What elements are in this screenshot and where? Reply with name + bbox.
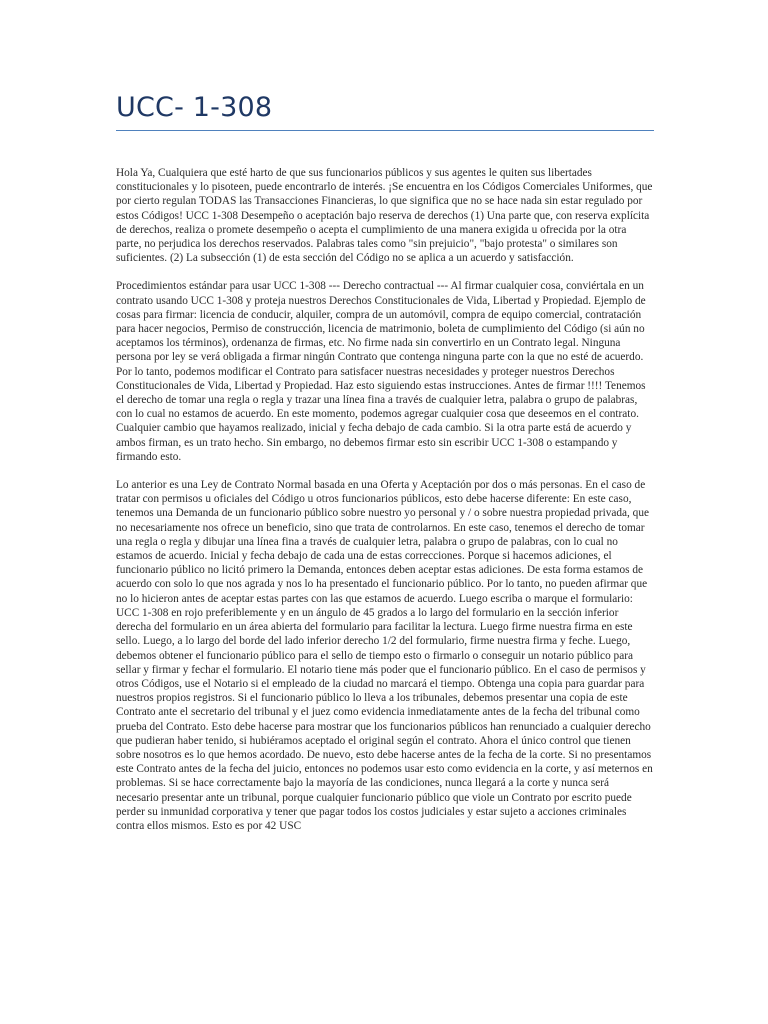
title-divider [116,130,654,131]
paragraph-2: Procedimientos estándar para usar UCC 1-308 --- Derecho contractual --- Al firmar cualquier cosa, conviértala en un contrato usando UCC 1-308 y proteja nuestros Derechos Constitucionales de Vida, Libertad y Propiedad. Ejemplo de cosas para firmar: licencia de conducir, alquiler, compra de un automóvil, compra de equipo comercial, contratación para hacer negocios, Permiso de construcción, licencia de matrimonio, boleta de cumplimiento del Código (si aún no aceptamos los términos), ordenanza de firmas, etc. No firme nada sin convertirlo en un Contrato legal. Ninguna persona por ley se verá obligada a firmar ningún Contrato que contenga ninguna parte con la que no esté de acuerdo. Por lo tanto, podemos modificar el Contrato para satisfacer nuestras necesidades y proteger nuestros Derechos Constitucionales de Vida, Libertad y Propiedad. Haz esto siguiendo estas instrucciones. Antes de firmar !!!! Tenemos el derecho de tomar una regla o regla y trazar una línea fina a través de cualquier letra, palabra o grupo de palabras, con lo cual no estamos de acuerdo. En este momento, podemos agregar cualquier cosa que deseemos en el contrato. Cualquier cambio que hayamos realizado, inicial y fecha debajo de cada cambio. Si la otra parte está de acuerdo y ambos firman, es un trato hecho. Sin embargo, no debemos firmar esto sin escribir UCC 1-308 o estampando y firmando esto. [116,280,646,463]
document-title: UCC- 1-308 [116,92,273,123]
document-body [116,166,654,847]
paragraph-1: Hola Ya, Cualquiera que esté harto de que sus funcionarios públicos y sus agentes le quiten sus libertades constitucionales y lo pisoteen, puede encontrarlo de interés. ¡Se encuentra en los Códigos Comerciales Uniformes, que por cierto regulan TODAS las Transacciones Financieras, lo que significa que no se hace nada sin estar regulado por estos Códigos! UCC 1-308 Desempeño o aceptación bajo reserva de derechos (1) Una parte que, con reserva explícita de derechos, realiza o promete desempeño o acepta el cumplimiento de una manera exigida u ofrecida por la otra parte, no perjudica los derechos reservados. Palabras tales como "sin prejuicio", "bajo protesta" o similares son suficientes. (2) La subsección (1) de esta sección del Código no se aplica a un acuerdo y satisfacción. [116,167,653,265]
paragraph-3: Lo anterior es una Ley de Contrato Normal basada en una Oferta y Aceptación por dos o más personas. En el caso de tratar con permisos u oficiales del Código u otros funcionarios públicos, esto debe hacerse diferente: En este caso, tenemos una Demanda de un funcionario público sobre nuestro yo personal y / o sobre nuestra propiedad privada, que no necesariamente nos ofrece un beneficio, sino que trata de controlarnos. En este caso, tenemos el derecho de tomar una regla o regla y dibujar una línea fina a través de cualquier letra, palabra o grupo de palabras, con lo cual no estamos de acuerdo. Inicial y fecha debajo de cada una de estas correcciones. Porque si hacemos adiciones, el funcionario público no licitó primero la Demanda, entonces deben aceptar estas adiciones. De esta forma estamos de acuerdo con solo lo que nos agrada y nos lo ha presentado el funcionario público. Por lo tanto, no pueden afirmar que no lo hicieron antes de aceptar estas partes con las que estamos de acuerdo. Luego escriba o marque el formulario: UCC 1-308 en rojo preferiblemente y en un ángulo de 45 grados a lo largo del formulario en la sección inferior derecha del formulario en un área abierta del formulario para facilitar la lectura. Luego firme nuestra firma en este sello. Luego, a lo largo del borde del lado inferior derecho 1/2 del formulario, firme nuestra firma y feche. Luego, debemos obtener el funcionario público para el sello de tiempo esto o firmarlo o conseguir un notario público para sellar y firmar y fechar el formulario. El notario tiene más poder que el funcionario público. En el caso de permisos y otros Códigos, use el Notario si el empleado de la ciudad no marcará el tiempo. Obtenga una copia para guardar para nuestros propios registros. Si el funcionario público lo lleva a los tribunales, debemos presentar una copia de este Contrato ante el secretario del tribunal y el juez como evidencia inmediatamente antes de la fecha del tribunal como prueba del Contrato. Esto debe hacerse para mostrar que los funcionarios públicos han renunciado a cualquier derecho que pudieran haber tenido, si hubiéramos aceptado el original según el contrato. Ahora el único control que tienen sobre nosotros es lo que hemos acordado. De nuevo, esto debe hacerse antes de la fecha de la corte. Si no presentamos este Contrato antes de la fecha del juicio, entonces no podemos usar esto como evidencia en la corte, y así meternos en problemas. Si se hace correctamente bajo la mayoría de las condiciones, nunca llegará a la corte y nunca será necesario presentar ante un tribunal, porque cualquier funcionario público que viole un Contrato por escrito puede perder su inmunidad corporativa y tener que pagar todos los costos judiciales y estar sujeto a acciones criminales contra ellos mismos. Esto es por 42 USC [116,479,653,832]
